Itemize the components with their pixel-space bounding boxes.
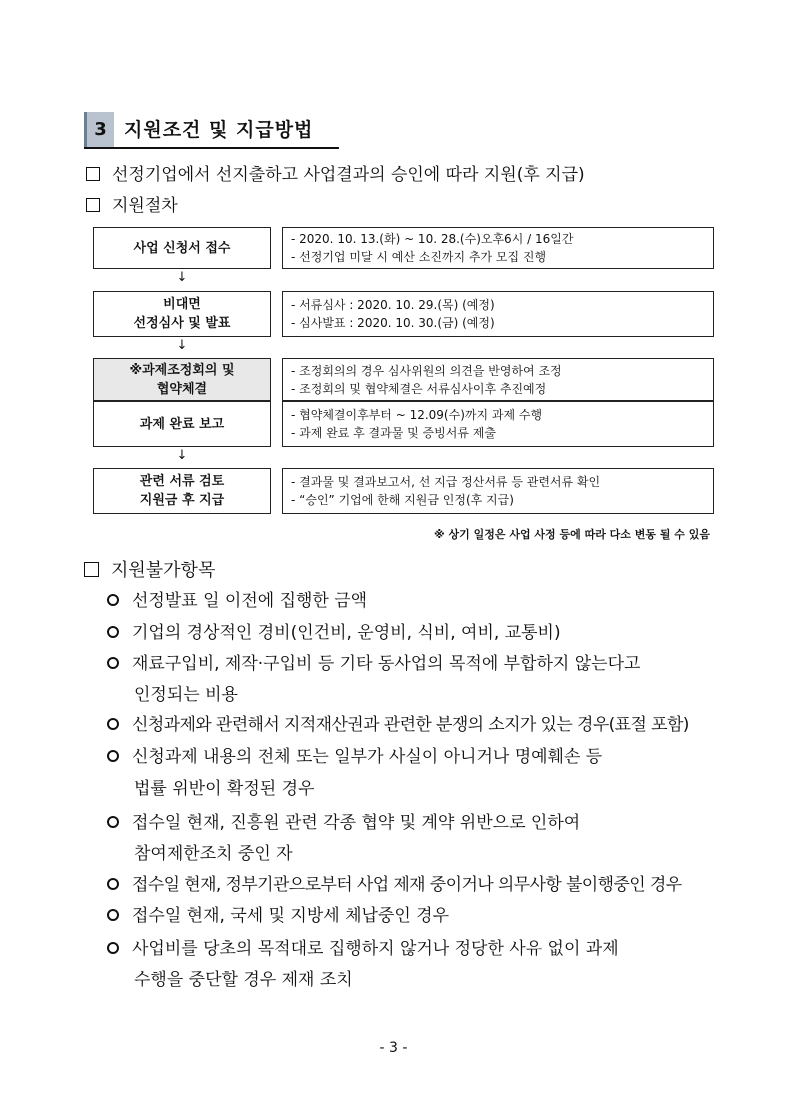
flow-step-details: - 결과물 및 결과보고서, 선 지급 정산서류 등 관련서류 확인 - “승인” 기업에 한해 지원금 인정(후 지급) [282, 468, 714, 514]
list-item: 접수일 현재, 진흥원 관련 각종 협약 및 계약 위반으로 인하여 [107, 812, 580, 834]
flow-step-title: 사업 신청서 접수 [93, 227, 271, 269]
flow-step-details: - 2020. 10. 13.(화) ~ 10. 28.(수)오후6시 / 16일간 - 선정기업 미달 시 예산 소진까지 추가 모집 진행 [282, 227, 714, 269]
circle-bullet-icon [107, 942, 119, 954]
list-item-continuation: 참여제한조치 중인 자 [134, 844, 293, 864]
list-item-continuation: 법률 위반이 확정된 경우 [134, 779, 315, 799]
circle-bullet-icon [107, 594, 119, 606]
circle-bullet-icon [107, 750, 119, 762]
ineligible-heading: 지원불가항목 [84, 556, 215, 582]
condition-line: 지원절차 [86, 191, 178, 216]
list-item-continuation: 수행을 중단할 경우 제재 조치 [134, 970, 353, 990]
list-item: 접수일 현재, 국세 및 지방세 체납중인 경우 [107, 905, 449, 927]
list-item: 신청과제와 관련해서 지적재산권과 관련한 분쟁의 소지가 있는 경우(표절 포함) [107, 714, 689, 736]
circle-bullet-icon [107, 718, 119, 730]
flow-step-title: 관련 서류 검토 지원금 후 지급 [93, 468, 271, 514]
circle-bullet-icon [107, 878, 119, 890]
schedule-note: ※ 상기 일정은 사업 사정 등에 따라 다소 변동 될 수 있음 [434, 528, 710, 541]
down-arrow-icon: ↓ [176, 338, 188, 353]
condition-line: 선정기업에서 선지출하고 사업결과의 승인에 따라 지원(후 지급) [86, 160, 585, 185]
section-header [84, 112, 339, 148]
flow-step-details: - 서류심사 : 2020. 10. 29.(목) (예정) - 심사발표 : 2020. 10. 30.(금) (예정) [282, 291, 714, 337]
checkbox-icon [86, 167, 100, 181]
circle-bullet-icon [107, 816, 119, 828]
flow-step-title: 과제 완료 보고 [93, 401, 271, 447]
flow-step-details: - 협약체결이후부터 ~ 12.09(수)까지 과제 수행 - 과제 완료 후 결과물 및 증빙서류 제출 [282, 401, 714, 447]
circle-bullet-icon [107, 626, 119, 638]
page-number: - 3 - [379, 1040, 408, 1056]
circle-bullet-icon [107, 909, 119, 921]
list-item: 사업비를 당초의 목적대로 집행하지 않거나 정당한 사유 없이 과제 [107, 938, 619, 960]
flow-step-title: 비대면 선정심사 및 발표 [93, 291, 271, 337]
list-item: 기업의 경상적인 경비(인건비, 운영비, 식비, 여비, 교통비) [107, 622, 561, 644]
flow-step-title: ※과제조정회의 및 협약체결 [93, 358, 271, 401]
flow-step-details: - 조정회의의 경우 심사위원의 의견을 반영하여 조정 - 조정회의 및 협약체결은 서류심사이후 추진예정 [282, 358, 714, 401]
list-item: 접수일 현재, 정부기관으로부터 사업 제재 중이거나 의무사항 불이행중인 경우 [107, 874, 682, 896]
checkbox-icon [84, 562, 99, 577]
down-arrow-icon: ↓ [176, 448, 188, 463]
list-item: 선정발표 일 이전에 집행한 금액 [107, 590, 367, 612]
list-item-continuation: 인정되는 비용 [134, 685, 238, 705]
list-item: 재료구입비, 제작·구입비 등 기타 동사업의 목적에 부합하지 않는다고 [107, 653, 640, 675]
list-item: 신청과제 내용의 전체 또는 일부가 사실이 아니거나 명예훼손 등 [107, 746, 602, 768]
down-arrow-icon: ↓ [176, 270, 188, 285]
section-title: 지원조건 및 지급방법 [124, 119, 314, 141]
section-number: 3 [84, 112, 114, 148]
circle-bullet-icon [107, 657, 119, 669]
checkbox-icon [86, 198, 100, 212]
section-underline [84, 147, 339, 149]
